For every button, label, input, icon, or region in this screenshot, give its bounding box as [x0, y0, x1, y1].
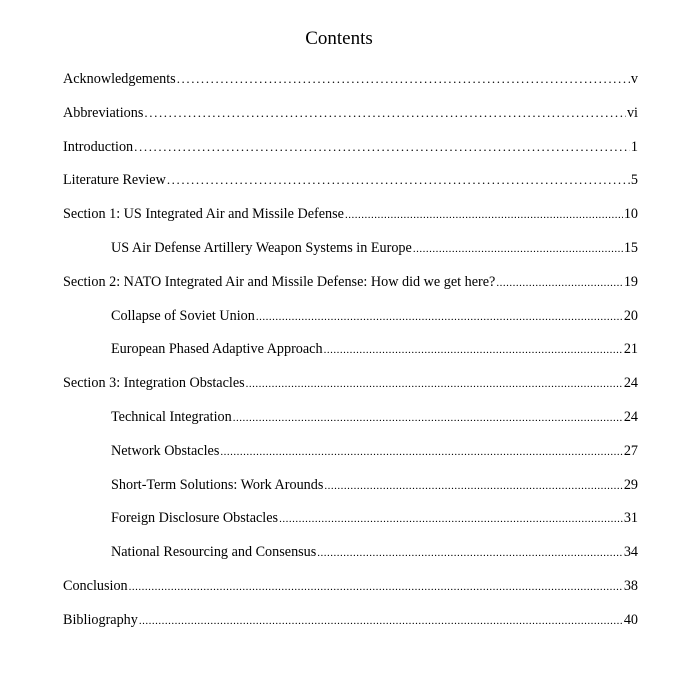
toc-entry-page: 24	[623, 375, 638, 392]
dot-leader	[129, 575, 623, 599]
toc-entry-acknowledgements[interactable]	[63, 67, 638, 101]
dot-leader	[496, 271, 622, 295]
toc-entry-label: Section 1: US Integrated Air and Missile Defense	[63, 206, 344, 223]
page-title: Contents	[305, 28, 373, 49]
toc-entry-page: 10	[623, 206, 638, 223]
toc-entry-section-3[interactable]	[63, 371, 638, 405]
toc-entry-label: National Resourcing and Consensus	[111, 544, 317, 561]
toc-entry-label: Technical Integration	[111, 408, 232, 425]
dot-leader	[177, 67, 630, 91]
toc-entry-label: Conclusion	[63, 577, 128, 594]
toc-entry-label: Introduction	[63, 138, 134, 155]
toc-entry-page: 29	[623, 476, 638, 493]
toc-entry-collapse-of-soviet-union[interactable]	[63, 304, 638, 338]
toc-entry-us-ada-weapon-systems[interactable]	[63, 236, 638, 270]
toc-entry-page: vi	[626, 104, 638, 121]
toc-entry-technical-integration[interactable]	[63, 405, 638, 439]
dot-leader	[324, 474, 622, 498]
toc-entry-abbreviations[interactable]	[63, 101, 638, 135]
toc-entry-page: 27	[623, 442, 638, 459]
dot-leader	[413, 237, 623, 261]
dot-leader	[345, 203, 623, 227]
dot-leader	[233, 406, 623, 430]
toc-entry-page: v	[630, 71, 638, 87]
toc-entry-page: 38	[623, 577, 638, 594]
toc-entry-page: 34	[623, 544, 638, 561]
toc-entry-page: 19	[623, 273, 638, 290]
dot-leader	[167, 168, 630, 192]
toc-entry-label: Section 2: NATO Integrated Air and Missile Defense: How did we get here?	[63, 273, 496, 290]
toc-entry-national-resourcing[interactable]	[63, 540, 638, 574]
dot-leader	[144, 101, 626, 125]
toc-entry-label: Bibliography	[63, 611, 138, 628]
toc-entry-label: Section 3: Integration Obstacles	[63, 375, 245, 392]
toc-entry-short-term-solutions[interactable]	[63, 473, 638, 507]
toc-entry-introduction[interactable]	[63, 135, 638, 169]
toc-entry-section-1[interactable]	[63, 202, 638, 236]
dot-leader	[134, 135, 630, 159]
toc-entry-label: Abbreviations	[63, 104, 144, 121]
toc-entry-conclusion[interactable]	[63, 574, 638, 608]
dot-leader	[279, 507, 623, 531]
toc-entry-page: 20	[623, 307, 638, 324]
toc-entry-label: Short-Term Solutions: Work Arounds	[111, 476, 324, 493]
toc-entry-page: 40	[623, 611, 638, 628]
table-of-contents	[63, 67, 638, 642]
dot-leader	[256, 305, 623, 329]
dot-leader	[220, 440, 622, 464]
toc-entry-page: 15	[623, 239, 638, 256]
toc-entry-network-obstacles[interactable]	[63, 439, 638, 473]
toc-entry-label: Acknowledgements	[63, 71, 176, 87]
toc-entry-label: US Air Defense Artillery Weapon Systems in Europe	[111, 239, 412, 256]
toc-entry-label: Collapse of Soviet Union	[111, 307, 255, 324]
toc-entry-epaa[interactable]	[63, 337, 638, 371]
toc-entry-literature-review[interactable]	[63, 168, 638, 202]
dot-leader	[139, 609, 623, 633]
toc-entry-page: 5	[630, 172, 638, 189]
dot-leader	[317, 541, 623, 565]
toc-entry-foreign-disclosure-obstacles[interactable]	[63, 506, 638, 540]
toc-entry-page: 1	[630, 138, 638, 155]
toc-entry-page: 21	[623, 341, 638, 358]
toc-entry-page: 31	[623, 510, 638, 527]
dot-leader	[246, 372, 623, 396]
toc-entry-page: 24	[623, 408, 638, 425]
dot-leader	[324, 338, 623, 362]
toc-entry-label: European Phased Adaptive Approach	[111, 341, 323, 358]
toc-entry-label: Foreign Disclosure Obstacles	[111, 510, 279, 527]
toc-entry-section-2[interactable]	[63, 270, 638, 304]
toc-entry-bibliography[interactable]	[63, 608, 638, 642]
toc-entry-label: Literature Review	[63, 172, 166, 189]
toc-entry-label: Network Obstacles	[111, 442, 220, 459]
